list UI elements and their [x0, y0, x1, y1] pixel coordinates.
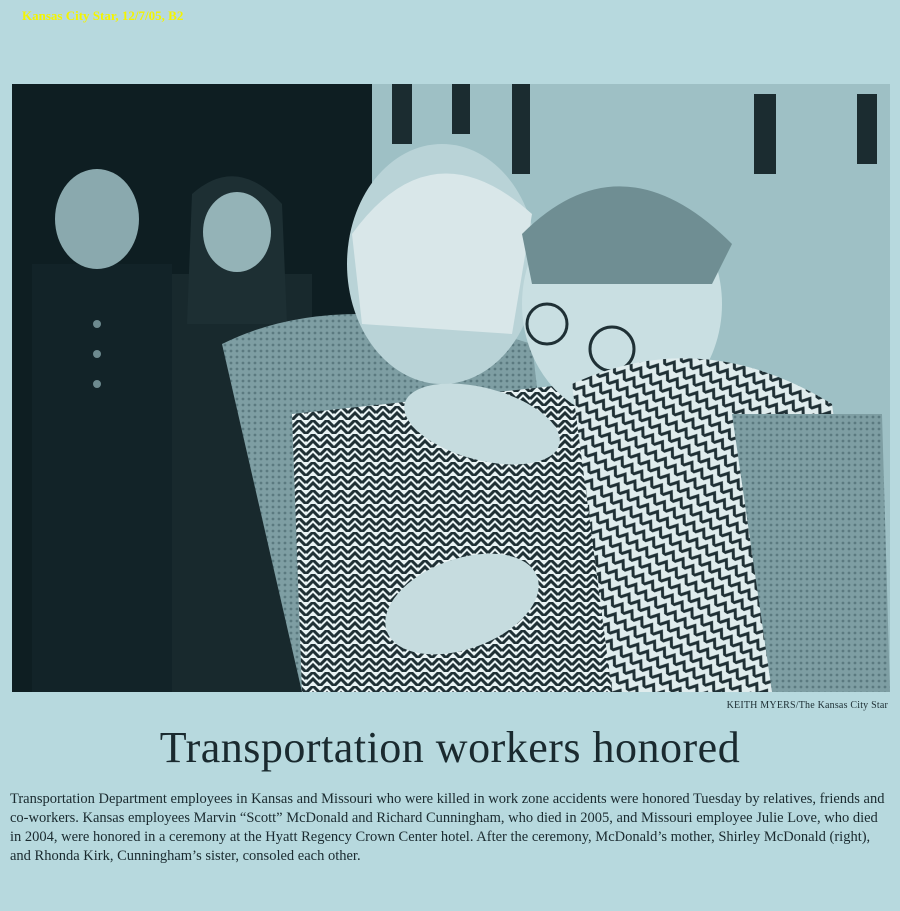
- clip-label: Kansas City Star, 12/7/05, B2: [22, 8, 184, 23]
- photo-image-icon: [12, 84, 890, 692]
- headline: Transportation workers honored: [159, 723, 741, 772]
- photo-caption: Transportation Department employees in Kansas and Missouri who were killed in work zone accidents were honored Tuesday by relatives, friends and co-workers. Kansas employees Marvin “Scott” McDonald and Richard Cunningham, who died in 2005, and Missouri employee Julie Love, who died in 2004, were honored in a ceremony at the Hyatt Regency Crown Center hotel. After the ceremony, McDonald’s mother, Shirley McDonald (right), and Rhonda Kirk, Cunningham’s sister, consoled each other.: [10, 791, 885, 864]
- photo-credit: KEITH MYERS/The Kansas City Star: [726, 700, 888, 711]
- news-photo: [12, 84, 890, 692]
